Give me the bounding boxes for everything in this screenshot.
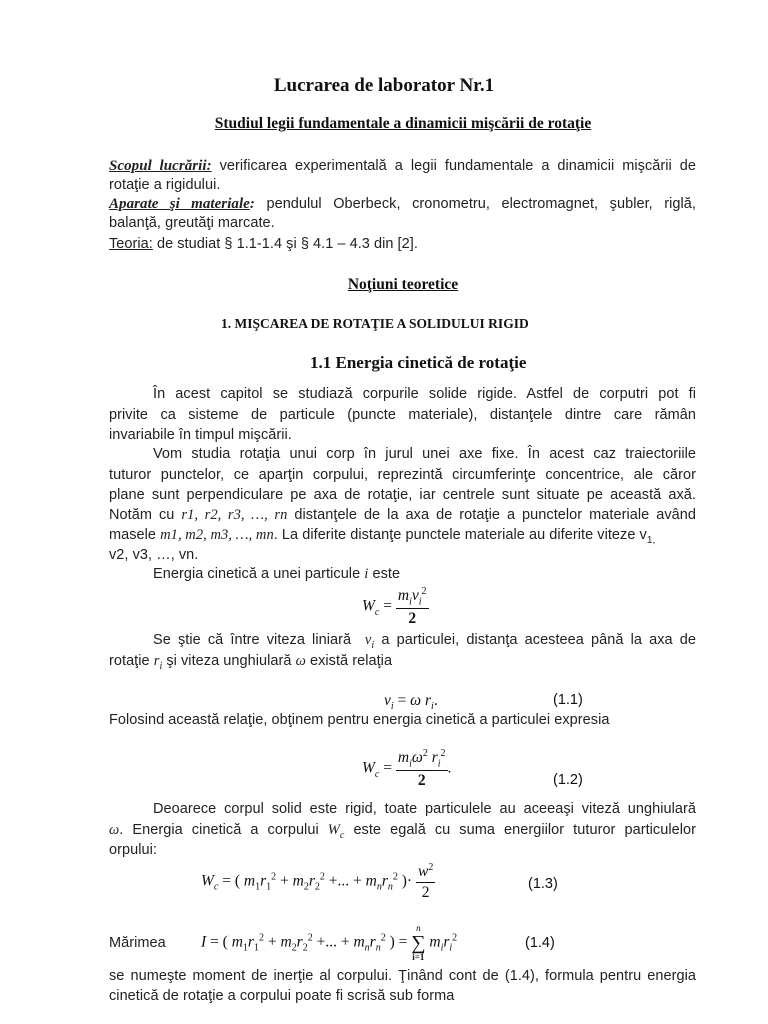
equation-1-4-number: (1.4) [525, 935, 555, 951]
vr-line2-tail: există relaţia [305, 653, 393, 669]
final-line-2: cinetică de rotaţie a corpului poate fi scrisă sub forma [109, 988, 455, 1004]
paragraph-2-line-5 [109, 527, 655, 546]
velocity-subscript: 1, [646, 534, 656, 546]
intro-tail: este [368, 566, 401, 582]
vr-line2-mid: şi viteza unghiulară [162, 653, 296, 669]
paragraph-2-line-4 [109, 507, 696, 524]
mass-variables: m1, m2, m3, …, mn [160, 527, 274, 543]
vr-r-symbol: $r_i$ [153, 653, 163, 672]
purpose-text: verificarea experimentală a legii fundamentale a dinamicii mişcării de [211, 158, 697, 174]
line5-tail: . La diferite distanţe punctele materiale au diferite viteze v [273, 527, 647, 543]
equation-1-1: $v_i = \omega$ $r_i$. [384, 692, 438, 713]
line4-lead: Notăm cu [109, 507, 182, 523]
equation-1-4: I = ( $m_1r_1^2 + m_2r_2^2$ +... + $m_nr_n^2$ ) = n ∑ i=1 $m_ir_i^2$ [201, 923, 458, 962]
vr-v-symbol: $v_i$ [358, 632, 375, 651]
using-relation-line: Folosind această relaţie, obţinem pentru energia cinetică a particulei expresia [109, 712, 610, 728]
purpose-label: Scopul lucrării: [109, 158, 212, 174]
omega-symbol: ω [295, 653, 306, 669]
particle-index: i [364, 566, 369, 582]
paragraph-2-line-3: plane sunt perpendiculare pe axa de rotaţie, iar centrele sunt situate pe această axă. [109, 487, 696, 503]
purpose-line-2: rotaţie a rigidului. [109, 177, 221, 193]
subsection-title: 1.1 Energia cinetică de rotaţie [310, 353, 527, 372]
omega-symbol-2: ω [109, 822, 120, 838]
equation-1-2: $W_c$ = $\frac{m_i\omega^2 r_i^2}{2}$ . [362, 748, 452, 790]
paragraph-1-line-1: În acest capitol se studiază corpurile solide rigide. Astfel de corputri pot fi [153, 386, 696, 402]
final-line-1: se numeşte moment de inerţie al corpului. Ţinând cont de (1.4), formula pentru energia [109, 968, 696, 984]
equipment-line-2: balanţă, greutăţi marcate. [109, 215, 275, 231]
kinetic-energy-intro [153, 566, 400, 583]
vr-line2-lead: rotaţie [109, 653, 154, 669]
paragraph-3-line-1: Deoarece corpul solid este rigid, toate particulele au aceeaşi viteză unghiulară [153, 801, 696, 817]
intro-text: Energia cinetică a unei particule [153, 566, 365, 582]
equation-1-3: $W_c$ = ( $m_1r_1^2 + m_2r_2^2$ +... + $m_nr_n^2$ )· $\frac{w^2}{2}$ [201, 862, 434, 902]
chapter-title: 1. MIŞCAREA DE ROTAŢIE A SOLIDULUI RIGID [221, 316, 529, 331]
paragraph-1-line-2: privite ca sisteme de particule (puncte materiale), distanţele dintre care rămân [109, 407, 696, 423]
page-subtitle: Studiul legii fundamentale a dinamicii mişcării de rotaţie [214, 115, 592, 132]
line4-tail: distanţele de la axa de rotaţie a punctelor materiale având [287, 507, 696, 523]
line5-lead: masele [109, 527, 161, 543]
velocity-relation-line-2 [109, 653, 392, 672]
equation-1-3-number: (1.3) [528, 876, 558, 892]
paragraph-1-line-3: invariabile în timpul mişcării. [109, 427, 292, 443]
page-title: Lucrarea de laborator Nr.1 [273, 75, 495, 96]
equation-particle-energy: $W_c$ = $\frac{m_iv_i^2}{2}$ [362, 586, 427, 628]
equipment-label: Aparate şi materiale [109, 196, 250, 212]
equipment-colon: : [249, 196, 255, 212]
equation-1-1-number: (1.1) [553, 692, 583, 708]
paragraph-2-line-2: tuturor punctelor, ce aparţin corpului, reprezintă circumferinţe concentrice, ale căror [109, 467, 696, 483]
paragraph-3-line-2 [109, 822, 696, 841]
vr-line1-tail: a particulei, distanţa acesteea până la axa de [374, 632, 696, 648]
theory-line [109, 236, 418, 252]
section-title: Noţiuni teoretice [347, 276, 459, 293]
purpose-line-1 [109, 158, 696, 175]
velocity-relation-line-1 [153, 632, 696, 651]
paragraph-3-line-3: orpului: [109, 842, 157, 858]
magnitude-label: Mărimea [109, 935, 166, 951]
equipment-line-1 [109, 196, 696, 213]
p3-line2-lead: . Energia cinetică a corpului [119, 822, 328, 838]
equipment-text: pendulul Oberbeck, cronometru, electromagnet, şubler, riglă, [254, 196, 696, 212]
radius-variables: r1, r2, r3, …, rn [181, 507, 288, 523]
theory-label: Teoria: [109, 236, 153, 252]
paragraph-2-line-1: Vom studia rotaţia unui corp în jurul unei axe fixe. În acest caz traiectoriile [153, 446, 696, 462]
theory-text: de studiat § 1.1-1.4 şi § 4.1 – 4.3 din [2]. [152, 236, 418, 252]
paragraph-2-line-6: v2, v3, …, vn. [109, 547, 199, 563]
p3-line2-tail: este egală cu suma energiilor tuturor particulelor [344, 822, 697, 838]
equation-1-2-number: (1.2) [553, 772, 583, 788]
wc-symbol: $W_c$ [327, 822, 345, 841]
vr-line1-lead: Se ştie că între viteza liniară [153, 632, 359, 648]
